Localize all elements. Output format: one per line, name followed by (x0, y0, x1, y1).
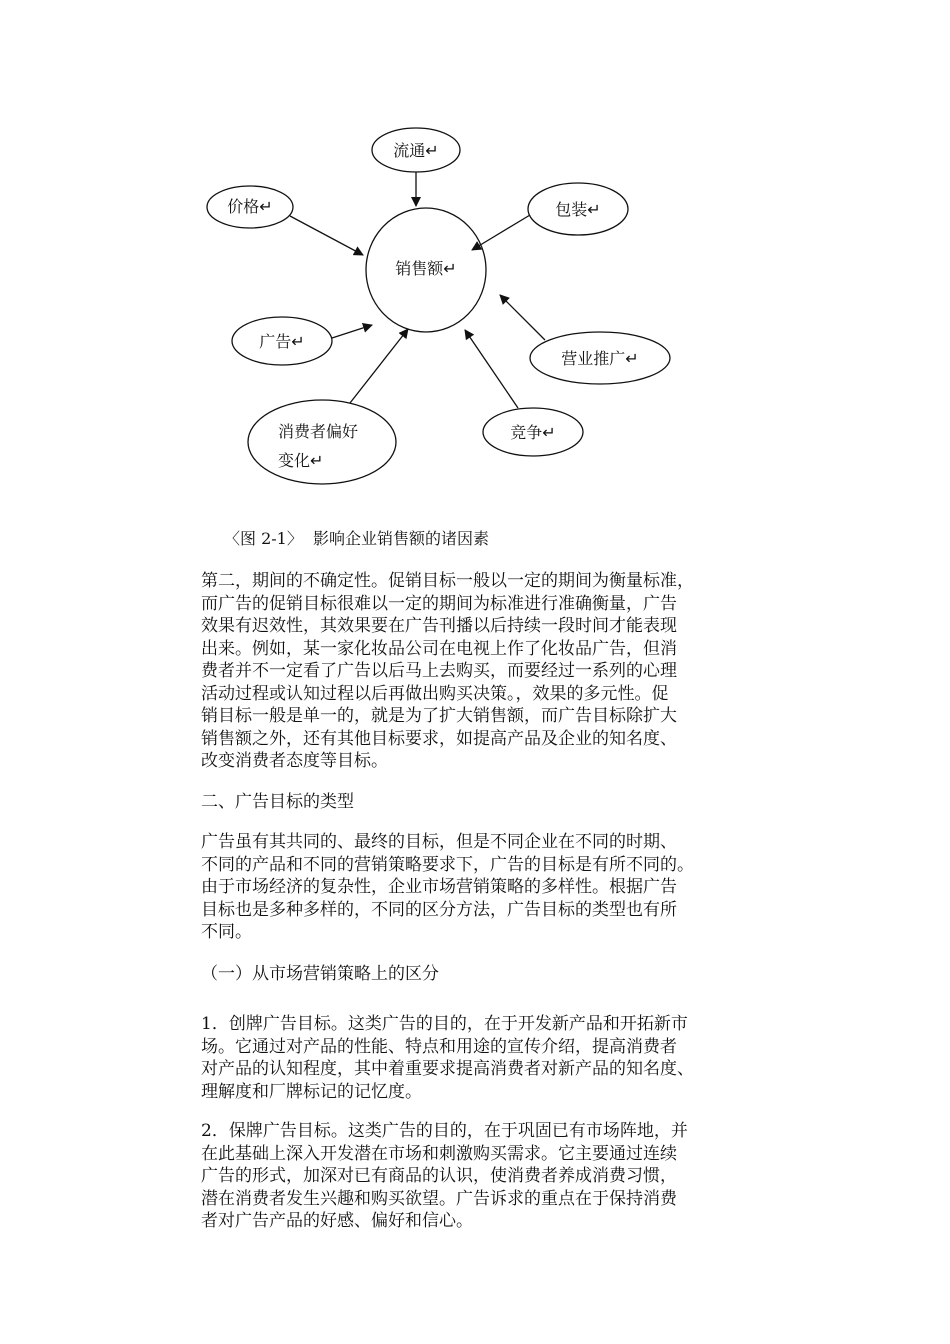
text-line: 在此基础上深入开发潜在市场和刺激购买需求。它主要通过连续 (201, 1143, 677, 1164)
node-competition-label: 竞争↵ (510, 423, 556, 442)
text-line: 活动过程或认知过程以后再做出购买决策。，效果的多元性。促 (201, 683, 669, 704)
text-line: 销售额之外，还有其他目标要求，如提高产品及企业的知名度、 (201, 728, 677, 749)
node-sales-promotion (530, 332, 670, 384)
text-line: 效果有迟效性，其效果要在广告刊播以后持续一段时间才能表现 (201, 616, 677, 636)
text-line: 者对广告产品的好感、偏好和信心。 (201, 1211, 473, 1231)
text-line: 二、广告目标的类型 (201, 792, 354, 812)
text-line: 由于市场经济的复杂性，企业市场营销策略的多样性。根据广告 (201, 877, 677, 897)
node-advertising (232, 317, 332, 365)
sales-factors-diagram (200, 120, 700, 500)
arrow-advertising (332, 325, 372, 338)
paragraph-brand-maintenance (201, 1120, 761, 1233)
text-line: 广告的形式，加深对已有商品的认识，使消费者养成消费习惯， (201, 1166, 677, 1186)
text-line: 目标也是多种多样的，不同的区分方法，广告目标的类型也有所 (201, 899, 677, 920)
text-line: 改变消费者态度等目标。 (201, 751, 388, 771)
text-line: 销目标一般是单一的，就是为了扩大销售额，而广告目标除扩大 (201, 706, 677, 726)
figure-caption: 〈图 2-1〉 影响企业销售额的诸因素 (224, 529, 490, 548)
text-line: 第二，期间的不确定性。促销目标一般以一定的期间为衡量标准， (201, 571, 694, 591)
text-line: 2．保牌广告目标。这类广告的目的，在于巩固已有市场阵地，并 (201, 1121, 688, 1141)
node-circulation (372, 128, 460, 172)
node-price-label: 价格↵ (227, 197, 273, 216)
node-packaging-label: 包装↵ (555, 200, 601, 219)
node-advertising-label: 广告↵ (259, 332, 305, 351)
node-consumer-preference (248, 400, 396, 484)
text-line: 不同的产品和不同的营销策略要求下，广告的目标是有所不同的。 (201, 854, 694, 875)
text-line: 费者并不一定看了广告以后马上去购买，而要经过一系列的心理 (201, 661, 677, 681)
node-competition (483, 408, 583, 456)
text-line: 广告虽有其共同的、最终的目标，但是不同企业在不同的时期、 (201, 832, 677, 852)
text-line: （一）从市场营销策略上的区分 (201, 964, 439, 984)
arrow-packaging (472, 215, 530, 250)
arrow-sales-promotion (500, 295, 545, 340)
node-sales-promotion-label: 营业推广↵ (561, 349, 639, 368)
node-price (207, 186, 293, 228)
text-line: 潜在消费者发生兴趣和购买欲望。广告诉求的重点在于保持消费 (201, 1188, 677, 1209)
node-packaging (528, 183, 628, 235)
arrow-price (290, 216, 363, 255)
subheading-marketing-strategy (201, 963, 761, 986)
arrow-consumer-preference (350, 329, 408, 403)
paragraph-brand-creation (201, 1013, 761, 1103)
node-sales-label: 销售额↵ (395, 259, 457, 278)
node-circulation-label: 流通↵ (393, 141, 439, 160)
text-line: 1．创牌广告目标。这类广告的目的，在于开发新产品和开拓新市 (201, 1014, 688, 1034)
paragraph-ad-goal-intro (201, 831, 761, 944)
arrow-competition (465, 330, 518, 408)
text-line: 场。它通过对产品的性能、特点和用途的宣传介绍，提高消费者 (201, 1036, 677, 1057)
text-line: 而广告的促销目标很难以一定的期间为标准进行准确衡量，广告 (201, 593, 677, 614)
text-line: 对产品的认知程度，其中着重要求提高消费者对新产品的知名度、 (201, 1059, 694, 1079)
section-heading-ad-goal-types (201, 791, 761, 814)
text-line: 出来。例如，某一家化妆品公司在电视上作了化妆品广告，但消 (201, 638, 677, 659)
text-line: 理解度和厂牌标记的记忆度。 (201, 1081, 422, 1102)
node-consumer-preference-line2: 变化↵ (278, 451, 324, 470)
node-sales (366, 208, 486, 332)
paragraph-period-uncertainty (201, 570, 761, 773)
text-line: 不同。 (201, 922, 252, 942)
node-consumer-preference-line1: 消费者偏好 (278, 422, 359, 441)
